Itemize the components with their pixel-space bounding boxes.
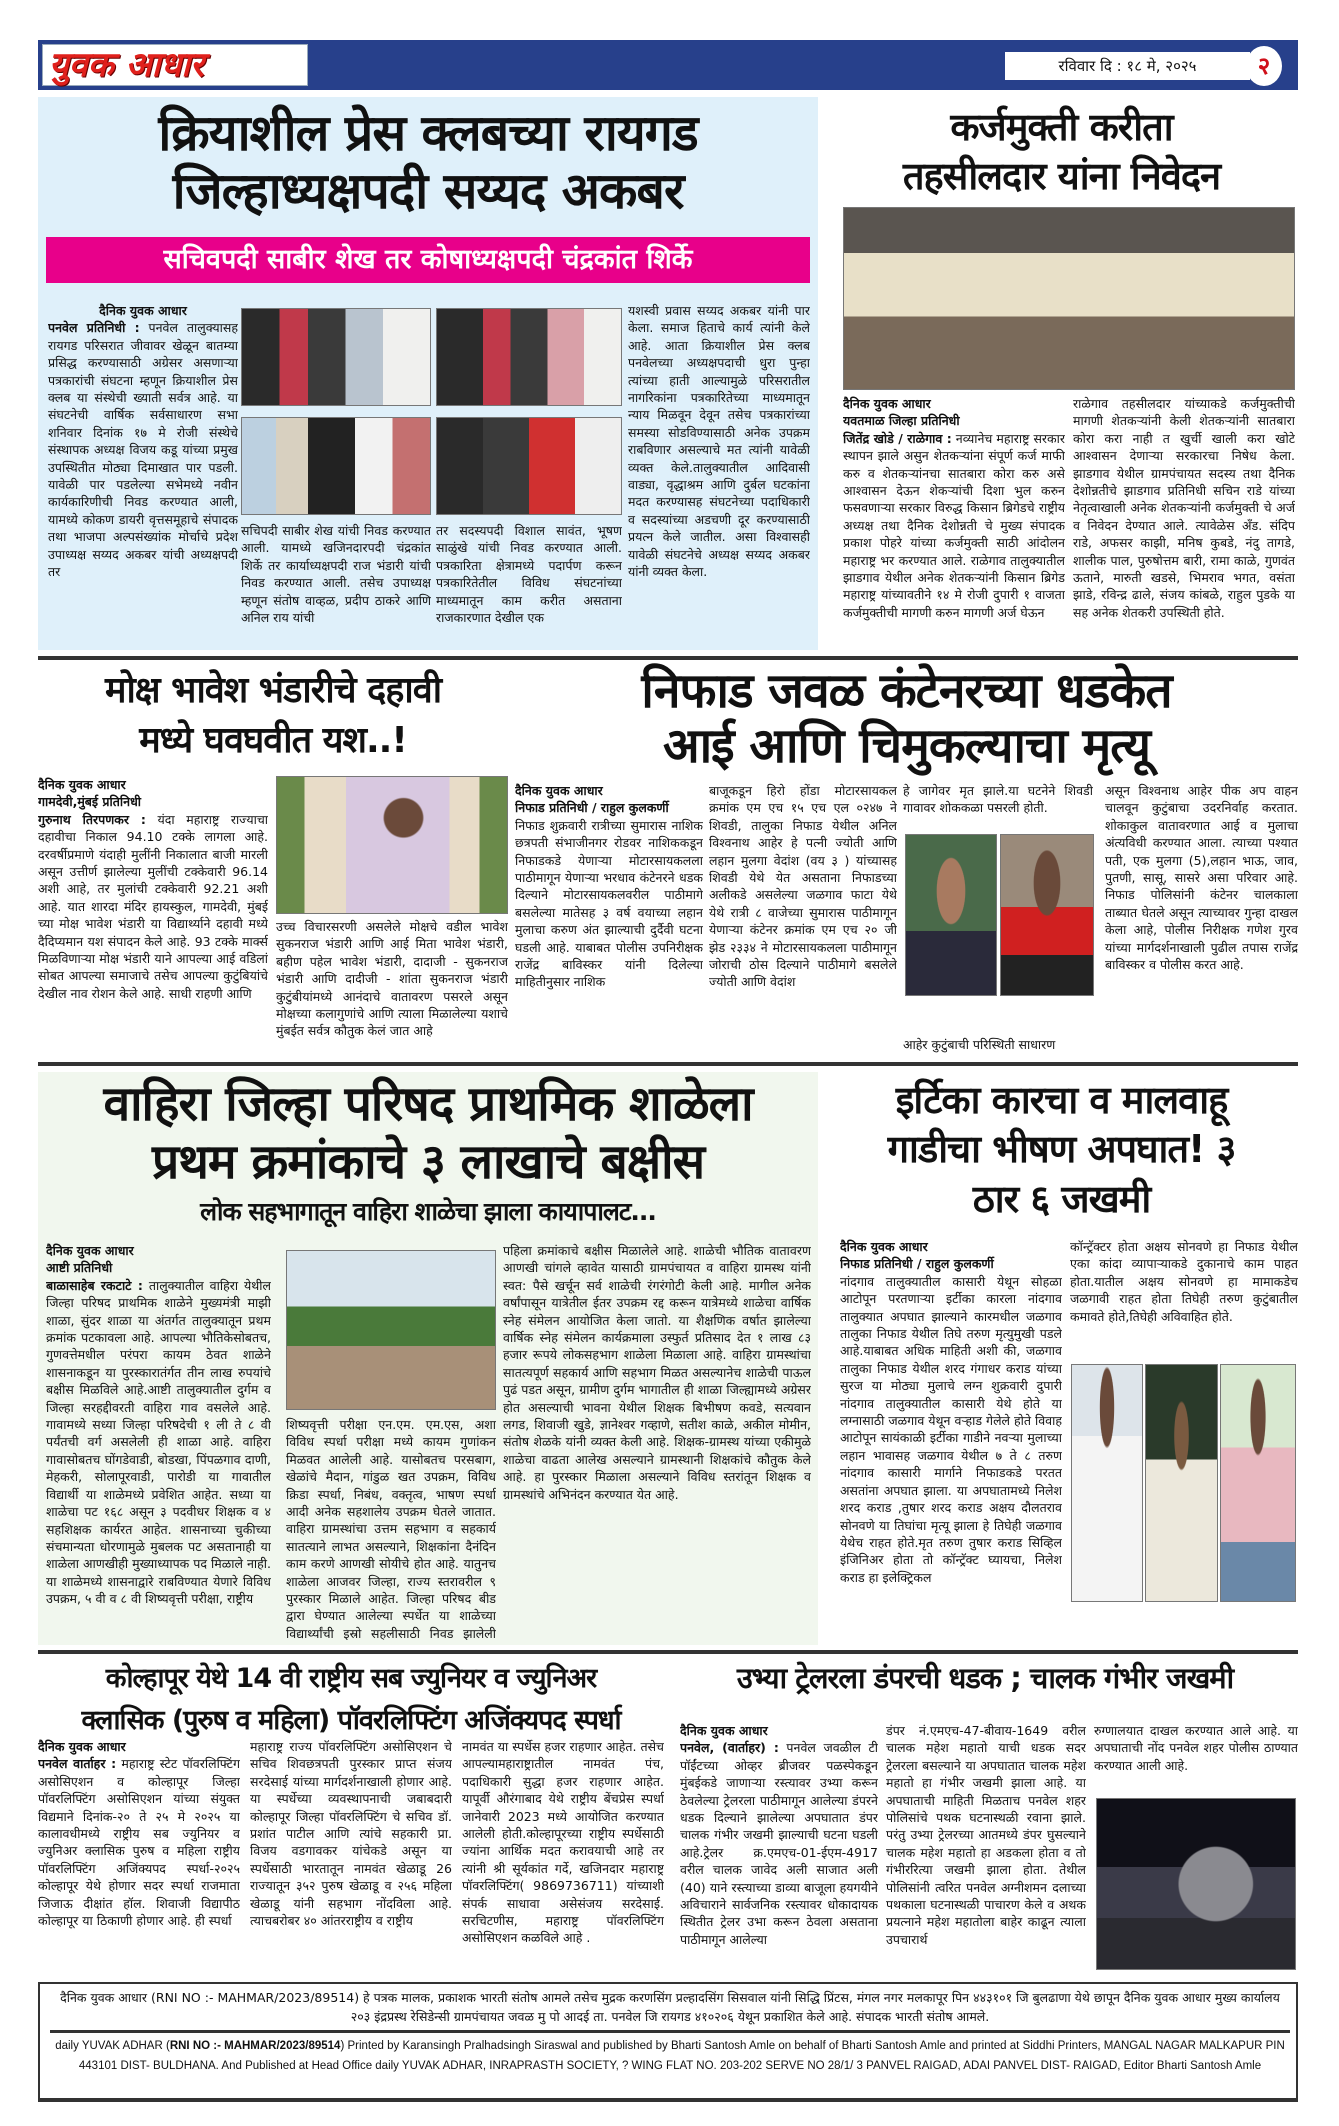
article-column	[46, 1242, 271, 1642]
byline: निफाड प्रतिनिधी / राहुल कुलकर्णी	[840, 1256, 994, 1272]
article-column: आहेर कुटुंबाची परिस्थिती साधारण	[903, 1037, 1056, 1052]
article-column: नामवंत या स्पर्धेस हजर राहणार आहेत. तसेच आपल्यामहाराष्ट्रातील नामवंत पंच, पदाधिकारी सुद्धा हजर राहणार आहेत. यापूर्वी औरंगाबाद येथे राष्ट्रीय बेंचप्रेस स्पर्धा जानेवारी 2023 मध्ये आयोजित करण्यात आलेली होती.कोल्हापूरच्या राष्ट्रीय स्पर्धेसाठी ज्यांना आर्थिक मदत करावयाची आहे तर त्यांनी श्री सूर्यकांत गर्दे, खजिनदार महाराष्ट्र पॉवरलिफ्टिंग( 9869736711) यांच्याशी संपर्क साधावा असेसंजय सरदेसाई. सरचिटणीस, महाराष्ट्र पॉवरलिफ्टिंग असोसिएशन कळविले आहे .	[462, 1739, 664, 1946]
photo-victim	[1071, 1364, 1143, 1602]
headline-line: कर्जमुक्ती करीता	[950, 105, 1173, 149]
headline-line: निफाड जवळ कंटेनरच्या धडकेत	[641, 663, 1172, 719]
headline-line: गाडीचा भीषण अपघात! ३	[887, 1127, 1236, 1172]
article-niphad-container-accident	[515, 664, 1298, 1056]
body-text: नांदगाव तालुक्यातील कासारी येथून सोहळा आटोपून परतणाऱ्या इर्टीका कारला नांदगाव तालुक्यात अपघात झाल्याने कारमधील जळगाव तालुका निफाड येथील तिघे तरुण मृत्युमुखी पडले आहे.याबाबत अधिक माहिती अशी की, जळगाव तालुका निफाड येथील शरद गंगाधर कराड यांच्या सुरज या मोठ्या मुलाचे लग्न शुक्रवारी दुपारी नांदगाव तालुक्यातील कासारी येथे होते या लग्नासाठी जळगाव येथून वऱ्हाड गेलेले होते विवाह आटोपून सायंकाळी इर्टीका गाडीने नवऱ्या मुलाच्या लहान भावासह जळगाव येथील ७ ते ८ तरुण नांदगाव कासारी मार्गाने निफाडकडे परतत असतांना अपघात झाला. या अपघातामध्ये निलेश शरद कराड ,तुषार शरद कराड अक्षय दौलतराव सोनवणे या तिघांचा मृत्यू झाला हे तिघेही जळगाव येथेच राहत होते.मृत तरुण तुषार कराड सिव्हिल इंजिनिअर होता तो कॉन्ट्रॅक्ट घ्यायचा, निलेश कराड हा इलेक्ट्रिकल	[840, 1273, 1062, 1585]
article-column	[38, 776, 268, 1054]
article-column	[38, 1738, 240, 1974]
headline-line: मध्ये घवघवीत यश..!	[139, 720, 407, 762]
article-column: यशस्वी प्रवास सय्यद अकबर यांनी पार केला. समाज हिताचे कार्य त्यांनी केले आहे. आता क्रियाशील प्रेस क्लब पनवेलच्या अध्यक्षपदाची धुरा पुन्हा त्यांच्या हाती आल्यामुळे परिसरातील नागरिकांना पत्रकारितेच्या माध्यमातून न्याय मिळवून देवून तसेच पत्रकारांच्या समस्या सोडविण्यासाठी अनेक उपक्रम राबविणार असल्याचे मत त्यांनी यावेळी व्यक्त केले.तालुक्यातील आदिवासी वाड्या, वृद्धाश्रम आणि दुर्बल घटकांना मदत करण्यासह संघटनेच्या पदाधिकारी व सदस्यांच्या अडचणी दूर करण्यासाठी प्रयत्न केले जातील. असा विश्वासही यावेळी संघटनेचे अध्यक्ष सय्यद अकबर यांनी व्यक्त केला.	[628, 303, 810, 580]
article-column: कॉन्ट्रॅक्टर होता अक्षय सोनवणे हा निफाड येथील एका कांदा व्यापाऱ्याकडे दुकानाचे काम पाहत होता.यातील अक्षय सोनवणे हा मामाकडेच जळगावी राहत होता तिघेही तरुण कुटुंबातील कमावते होते,तिघेही अविवाहित होते.	[1070, 1239, 1298, 1324]
headline-line: जिल्हाध्यक्षपदी सय्यद अकबर	[172, 161, 684, 220]
headline	[38, 1658, 664, 1742]
body-text: निफाड शुक्रवारी रात्रीच्या सुमारास नाशिक छत्रपती संभाजीनगर रोडवर नाशिककडून निफाडकडे येणाऱ्या मोटारसायकलला पाठीमागून येणाऱ्या भरधाव कंटेनरने धडक दिल्याने मोटारसायकलवरील पाठीमागे बसलेल्या मातेसह ३ वर्ष वयाच्या लहान मुलाचा करुण अंत झाल्याची दुर्दैवी घटना घडली आहे. याबाबत पोलीस उपनिरीक्षक राजेंद्र बाविस्कर यांनी दिलेल्या माहितीनुसार नाशिक	[515, 817, 703, 990]
photo-victim	[1220, 1364, 1296, 1602]
article-loan-waiver	[825, 97, 1298, 650]
article-column	[840, 1238, 1062, 1643]
imprint-prefix: daily YUVAK ADHAR (	[55, 2040, 170, 2052]
body-text: पनवेल तालुक्यासह रायगड परिसरात जीवावर खेळून बातम्या प्रसिद्ध करण्यासाठी अग्रेसर असणाऱ्या पत्रकारांची संघटना म्हणून क्रियाशील प्रेस क्लब या संस्थेची ख्याती सर्वत्र आहे. या संघटनेची वार्षिक सर्वसाधारण सभा शनिवार दिनांक १७ मे रोजी संस्थेचे संस्थापक अध्यक्ष विजय कडू यांच्या प्रमुख उपस्थितीत मोठ्या दिमाखात पार पडली. यावेळी पार पडलेल्या सभेमध्ये नवीन कार्यकारिणीची निवड करण्यात आली, यामध्ये कोकण डायरी वृत्तसमूहाचे संपादक तथा भाजपा अल्पसंख्यांक मोर्चाचे प्रदेश उपाध्यक्ष सय्यद अकबर यांची अध्यक्षपदी तर	[48, 320, 238, 580]
body-text: नव्यानेच महाराष्ट्र सरकार स्थापन झाले असुन शेतकऱ्यांना संपूर्ण कर्ज माफी करु व शेतकऱ्यांनचा सातबारा कोरा करु असे आश्वासन देऊन शेकऱ्यांची दिशा भुल करुन फसवणाऱ्या सरकार विरुद्ध किसान ब्रिगेडचे राष्ट्रीय अध्यक्ष तथा दैनिक देशोन्नती चे मुख्य संपादक प्रकाश पोहरे यांच्या कर्जमुक्ती साठी आंदोलन महाराष्ट्र भर करण्यात आले. राळेगाव तालुक्यातील झाडगाव येथील अनेक शेतकऱ्यांनी किसान ब्रिगेड महाराष्ट्र यांच्यावतीने १४ मे रोजी दुपारी १ वाजता कर्जमुक्तीची मागणी करुन मागणी अर्ज घेऊन	[843, 430, 1065, 620]
headline-line: मोक्ष भावेश भंडारीचे दहावी	[104, 670, 442, 711]
byline: यवतमाळ जिल्हा प्रतिनिधी	[843, 413, 960, 429]
body-text: पनवेल जवळील टी पॉईंटच्या ओव्हर ब्रीजवर पळस्पेकडून मुंबईकडे जाणाऱ्या रस्त्यावर उभ्या करून ठेवलेल्या ट्रेलरला पाठीमागून आलेल्या डंपरने धडक दिल्याने झालेल्या अपघातात डंपर चालक गंभीर जखमी झाल्याची घटना घडली आहे.ट्रेलर क्र.एमएच-01-ईएम-4917 वरील चालक जावेद अली साजात अली (40) याने रस्त्याच्या डाव्या बाजूला हयगयीने अविचाराने सार्वजनिक रस्त्यावर धोकादायक स्थितीत ट्रेलर उभा करून ठेवला असताना पाठीमागून आलेल्या	[680, 1740, 878, 1947]
article-column: हे जागेवर मृत झाले.या घटनेने शिवडी गावावर शोककळा पसरली होती.	[903, 783, 1093, 816]
article-column: असून विश्वनाथ आहेर पीक अप वाहन चालवून कुटुंबाचा उदरनिर्वाह करतात. शोकाकुल वातावरणात आई व मुलाचा अंत्यविधी करण्यात आला. त्याच्या पश्यात पती, एक मुलगा (5),लहान भाऊ, जाव, पुतणी, सासू, सासरे असा परिवार आहे. निफाड पोलिसांनी कंटेनर चालकाला ताब्यात घेतले असून त्याच्यावर गुन्हा दाखल केला आहे, पोलीस निरीक्षक गणेश गुरव यांच्या मार्गदर्शनाखाली पुढील तपास राजेंद्र बाविस्कर व पोलीस करत आहे.	[1105, 783, 1298, 973]
photo-accident-scene	[1096, 1798, 1296, 1970]
article-column: महाराष्ट्र राज्य पॉवरलिफ्टिंग असोसिएशन चे सचिव शिवछत्रपती पुरस्कार प्राप्त संजय सरदेसाई यांच्या मार्गदर्शनाखाली होणार आहे. या स्पर्धेच्या व्यवस्थापनाची जबाबदारी कोल्हापूर जिल्हा पॉवरलिफ्टिंग चे सचिव डॉ. प्रशांत पाटील आणि त्यांचे सहकारी प्रा. विजय वडगावकर यांचेकडे असून या स्पर्धेसाठी भारतातून नामवंत खेळाडू 26 राज्यातून ३५२ पुरुष खेळाडू व २५६ महिला खेळाडू यांनी सहभाग नोंदविला आहे. त्याचबरोबर ४० आंतरराष्ट्रीय व राष्ट्रीय	[250, 1739, 452, 1929]
article-column	[515, 782, 703, 1054]
article-column: डंपर नं.एमएच-47-बीवाय-1649 वरील चालक महेश महातो याची धडक सदर ट्रेलरला बसल्याने या अपघातात चालक महेश महातो हा गंभीर जखमी झाला आहे. या अपघाताची माहिती मिळताच पनवेल शहर पोलिसांचे पथक घटनास्थळी रवाना झाले. परंतु उभ्या ट्रेलरच्या आतमध्ये डंपर घुसल्याने चालक महेश महातो हा अडकला होता व तो गंभीररित्या जखमी झाला होता. तेथील पोलिसांनी त्वरित पनवेल अग्नीशमन दलाच्या पथकाला घटनास्थळी पाचारण केले व अथक प्रयत्नाने महेश महातोला बाहेर काढून त्याला उपचारार्थ	[886, 1723, 1086, 1947]
headline-line: तहसीलदार यांना निवेदन	[902, 154, 1221, 199]
headline	[825, 1076, 1298, 1224]
headline	[825, 103, 1298, 202]
section-divider	[38, 656, 1298, 660]
headline-line: इर्टिका कारचा व मालवाहू	[895, 1078, 1228, 1122]
body-text: यंदा महाराष्ट्र राज्याचा दहावीचा निकाल 94.10 टक्के लागला आहे. दरवर्षीप्रमाणे यंदाही मुलींनी निकालात बाजी मारली असून उत्तीर्ण झालेल्या मुलींची टक्केवारी 96.14 अशी आहे, तर मुलांची टक्केवारी 92.21 अशी आहे. यात शारदा मंदिर हायस्कुल, गामदेवी, मुंबई च्या मोक्ष भावेश भंडारी या विद्यार्थ्याने दहावी मध्ये दैदिप्यमान यश संपादन केले आहे. 93 टक्के मार्क्स मिळविणाऱ्या मोक्ष भंडारी याने आपल्या आई वडिलां सोबत आपल्या समाजाचे तसेच आपल्या कुटुंबियांचे देखील नाव रोशन केले आहे. साधी राहणी आणि	[38, 811, 268, 1001]
headline	[515, 664, 1298, 774]
source-label: दैनिक युवक आधार	[46, 1243, 134, 1258]
issue-date: रविवार दि : १८ मे, २०२५	[1005, 52, 1250, 80]
source-label: दैनिक युवक आधार	[38, 777, 126, 792]
article-powerlifting	[38, 1658, 664, 1976]
source-label: दैनिक युवक आधार	[38, 1739, 126, 1754]
headline	[38, 666, 508, 767]
photo-felicitation	[241, 308, 431, 406]
rni-number: RNI NO :- MAHMAR/2023/89514	[169, 2040, 341, 2052]
photo-school-gate	[286, 1250, 496, 1410]
subhead-band: सचिवपदी साबीर शेख तर कोषाध्यक्षपदी चंद्रकांत शिर्के	[46, 237, 810, 283]
headline-line: ठार ६ जखमी	[972, 1176, 1151, 1221]
byline: जितेंद्र खोडे / राळेगाव :	[843, 430, 952, 446]
article-column: तर सदस्यपदी विशाल सावंत, भूषण साळुंखे यांची निवड करण्यात आली. पत्रकारिता क्षेत्रामध्ये पदार्पण करून पत्रकारितेतील विविध संघटनांच्या माध्यमातून काम करीत असताना राजकारणात देखील एक	[436, 523, 622, 626]
imprint-divider	[50, 2030, 1290, 2033]
body-text: महाराष्ट्र स्टेट पॉवरलिफ्टिंग असोसिएशन व कोल्हापूर जिल्हा पॉवरलिफ्टिंग असोसिएशन यांच्या संयुक्त विद्यमाने दिनांक-२० ते २५ मे २०२५ या कालावधीमध्ये राष्ट्रीय सब ज्युनियर व ज्युनिअर क्लासिक पुरुष व महिला राष्ट्रीय पॉवरलिफ्टिंग अजिंक्यपद स्पर्धा-२०२५ कोल्हापूर येथे होणार सदर स्पर्धा राजमाता जिजाऊ दीक्षांत हॉल. शिवाजी विद्यापीठ कोल्हापूर या ठिकाणी होणार आहे. ही स्पर्धा	[38, 1756, 240, 1929]
article-column: शिष्यवृत्ती परीक्षा एन.एम. एम.एस, अशा विविध स्पर्धा परीक्षा मध्ये कायम गुणांकन मिळवत आलेली आहे. यासोबतच परसबाग, खेळांचे मैदान, गांडुळ खत उपक्रम, विविध क्रिडा स्पर्धा, निबंध, वक्तृत्व, भाषण स्पर्धा आदी अनेक सहशालेय उपक्रम घेतले जातात. वाहिरा ग्रामस्थांचा उत्तम सहभाग व सहकार्य सातत्याने लाभत असल्याने, शिक्षकांना दैनंदिन काम करणे आणखी सोयीचे होत आहे. यातुनच शाळेला आजवर जिल्हा, राज्य स्तरावरील ९ पुरस्कार मिळाले आहेत. जिल्हा परिषद बीड द्वारा घेण्यात आलेल्या स्पर्धेत या शाळेच्या विद्यार्थ्यांची इस्रो सहलीसाठी निवड झालेली	[286, 1417, 496, 1641]
photo-child	[1000, 834, 1094, 996]
article-column: सचिपदी साबीर शेख यांची निवड करण्यात आली. यामध्ये खजिनदारपदी चंद्रकांत शिर्के तर कार्याध्यक्षपदी राज भंडारी यांची निवड करण्यात आली. तसेच उपाध्यक्ष म्हणून संतोष वाव्हळ, प्रदीप ठाकरे आणि अनिल राय यांची	[241, 523, 431, 626]
photo-mother	[905, 834, 997, 996]
newspaper-logo: युवक आधार	[42, 44, 308, 86]
imprint-box	[38, 1982, 1298, 2102]
article-column: पहिला क्रमांकाचे बक्षीस मिळालेले आहे. शाळेची भौतिक वातावरण आणखी चांगले व्हावेत यासाठी ग्रामपंचायत व वाहिरा ग्रामस्थ यांनी स्वत: पैसे खर्चून सर्व शाळेची रंगरंगोटी केली आहे. मागील अनेक वर्षांपासून यात्रेतील ईतर उपक्रम रद्द करून यात्रेमध्ये शाळेचा वार्षिक स्नेह संमेलन आयोजित केला जातो. या शैक्षणिक वर्षात झालेल्या वार्षिक स्नेह संमेलन कार्यक्रमाला उस्फुर्त प्रतिसाद देत १ लाख ८३ हजार रूपये लोकसहभाग शाळेला मिळाला आहे. वाहिरा ग्रामस्थांचा सातत्यपूर्ण सहकार्य आणि सहभाग मिळत असल्यानेच शाळेची पाऊल पुढं पडत असून, ग्रामीण दुर्गम भागातील ही शाळा जिल्ह्यामध्ये अग्रेसर होत असल्याची भावना येथील शिक्षक बिभीषण कवडे, सत्यवान लगड, शिवाजी खुडे, ज्ञानेश्वर गव्हाणे, सतीश काळे, अकील मोमीन, संतोष शेळके यांनी व्यक्त केली आहे. शिक्षक-ग्रामस्थ यांच्या एकीमुळे शाळेचा वाढता आलेख असल्याने ग्रामस्थानी शिक्षकांचे कौतुक केले आहे. हा पुरस्कार मिळाला असल्याने विविध स्तरांतून शिक्षक व ग्रामस्थांचे अभिनंदन करण्यात येत आहे.	[503, 1243, 811, 1502]
article-column: उच्च विचारसरणी असलेले मोक्षचे वडील भावेश सुकनराज भंडारी आणि आई मिता भावेश भंडारी, बहीण पहेल भावेश भंडारी, दादाजी - सुकनराज भंडारी आणि दादीजी - शांता सुकनराज भंडारी कुटुंबीयांमध्ये आनंदाचे वातावरण पसरले असून मोक्षच्या कलागुणांचे आणि त्याला मिळालेल्या यशाचे मुंबईत सर्वत्र कौतुक केलं जात आहे	[276, 919, 508, 1039]
source-label: दैनिक युवक आधार	[680, 1723, 768, 1738]
byline: पनवेल वार्ताहर :	[38, 1756, 117, 1772]
headline	[38, 1076, 818, 1191]
photo-felicitation	[241, 417, 431, 515]
byline: गामदेवी,मुंबई प्रतिनिधी	[38, 794, 142, 810]
source-label: दैनिक युवक आधार	[515, 783, 603, 798]
subheadline: लोक सहभागातून वाहिरा शाळेचा झाला कायापालट...	[200, 1197, 656, 1226]
photo-farmers-group	[843, 207, 1295, 390]
article-column: राळेगाव तहसीलदार यांच्याकडे कर्जमुक्तीची मागणी शेतकऱ्यांनी केली शेतकऱ्यांनी सातबारा कोरा करा नाही त खुर्ची खाली करा खोटे आश्वासन देणाऱ्या सरकारचा निषेध केला. झाडगाव येथील ग्रामपंचायत सदस्य तथा दैनिक देशोन्नतीचे झाडगाव प्रतिनिधी सचिन राडे यांच्या नेतृत्वाखाली अनेक शेतकऱ्यांनी कर्जमुक्ती चे अर्ज व निवेदन देण्यात आले. त्यावेळेस अँड. संदिप राडे, अफसर काझी, मनिष कुबडे, नंदु तागडे, शालीक पाल, पुरुषोत्तम बारी, रामा काळे, गुणवंत ऊताने, मारुती खडसे, भिमराव भगत, वसंता झाडे, रविन्द्र ढाले, संजय कांबळे, राहुल पुडके या सह अनेक शेतकरी उपस्थिती होते.	[1073, 396, 1295, 620]
byline: पनवेल, (वार्ताहर) :	[680, 1740, 779, 1756]
section-divider	[38, 1650, 1298, 1654]
byline: निफाड प्रतिनिधी / राहुल कुलकर्णी	[515, 800, 669, 816]
byline: गुरुनाथ तिरपणकर :	[38, 811, 146, 827]
headline-line: कोल्हापूर येथे 14 वी राष्ट्रीय सब ज्युनियर व ज्युनिअर	[105, 1663, 597, 1694]
imprint-english	[50, 2036, 1290, 2076]
article-column: बाजूकडून हिरो होंडा मोटारसायकल क्रमांक एम एच १५ एच एल ०२४७ ने शिवडी, तालुका निफाड येथील अनिल विश्वनाथ आहेर हे पत्नी ज्योती आणि लहान मुलगा वेदांश (वय ३ ) यांच्यासह शिवडी येथे येत असताना निफाडच्या अलीकडे असलेल्या जळगाव फाटा येथे येथे रात्री ८ वाजेच्या सुमारास पाठीमागून येणाऱ्या कंटेनर क्रमांक एम एच २० जी झेड २३३४ ने मोटारसायकलला पाठीमागून जोराची ठोस दिल्याने पाठीमागे बसलेले ज्योती आणि वेदांश	[709, 783, 897, 990]
photo-student	[276, 776, 508, 914]
masthead	[38, 40, 1298, 90]
article-column	[48, 302, 238, 642]
headline: उभ्या ट्रेलरला डंपरची धडक ; चालक गंभीर जखमी	[736, 1661, 1234, 1695]
article-vahira-school	[38, 1072, 818, 1645]
headline-line: क्रियाशील प्रेस क्लबच्या रायगड	[158, 104, 698, 162]
section-divider	[38, 1062, 1298, 1066]
article-ertiga-accident	[825, 1072, 1298, 1645]
photo-felicitation	[436, 417, 622, 515]
body-text: तालुक्यातील वाहिरा येथील जिल्हा परिषद प्राथमिक शाळेने मुख्यमंत्री माझी शाळा, सुंदर शाळा या अंतर्गत तालुक्यातून प्रथम क्रमांक पटकावला आहे. आपल्या भौतिकेसोबतच, गुणवत्तेमधील परंपरा कायम ठेवत शाळेने शासनाकडून या पुरस्कारातंर्गत तीन लाख रुपयांचे बक्षीस मिळविले आहे.आष्टी तालुक्यातील दुर्गम व जिल्हा सरहद्दीवरती वाहिरा गाव वसलेले आहे. गावामध्ये सध्या जिल्हा परिषदेची १ ली ते ८ वी पर्यंतची वर्ग असलेली ही शाळा आहे. वाहिरा गावासोबतच घोंगडेवाडी, बोडखा, पिंपळगाव दाणी, मेहकरी, सोलापूरवाडी, पारोडी या गावातील विद्यार्थी या शाळेमध्ये प्रवेशित आहेत. सध्या या शाळेचा पट १६८ असून ३ पदवीधर शिक्षक व ४ सहशिक्षक कार्यरत आहेत. शासनाच्या चुकीच्या संचमान्यता धोरणामुळे मुबलक पट असतानाही या शाळेला आणखीही मुख्याध्यापक पद मिळाले नाही. या शाळेमध्ये शासनाद्वारे राबविण्यात येणारे विविध उपक्रम, ५ वी व ८ वी शिष्यवृत्ती परीक्षा, राष्ट्रीय	[46, 1277, 271, 1607]
article-column	[843, 395, 1065, 647]
article-dumper-trailer-accident	[672, 1658, 1298, 1976]
article-column	[680, 1722, 878, 1974]
headline-line: प्रथम क्रमांकाचे ३ लाखाचे बक्षीस	[151, 1133, 705, 1190]
byline: पनवेल प्रतिनिधी :	[48, 320, 140, 336]
headline-line: आई आणि चिमुकल्याचा मृत्यू	[662, 718, 1150, 775]
headline	[38, 105, 818, 220]
byline: आष्टी प्रतिनिधी	[46, 1260, 113, 1276]
byline: बाळासाहेब रकटाटे :	[46, 1277, 143, 1293]
headline-line: क्लासिक (पुरुष व महिला) पॉवरलिफ्टिंग अजिंक्यपद स्पर्धा	[81, 1704, 621, 1736]
source-label: दैनिक युवक आधार	[99, 303, 187, 318]
photo-felicitation	[436, 308, 622, 406]
photo-victim	[1145, 1364, 1218, 1602]
article-column: रुग्णालयात दाखल करण्यात आले आहे. या अपघाताची नोंद पनवेल शहर पोलीस ठाण्यात करण्यात आली आहे.	[1094, 1723, 1298, 1773]
headline-line: वाहिरा जिल्हा परिषद प्राथमिक शाळेला	[103, 1076, 753, 1132]
imprint-marathi: दैनिक युवक आधार (RNI NO :- MAHMAR/2023/89514) हे पत्रक मालक, प्रकाशक भारती संतोष आमले तसेच मुद्रक करणसिंग प्रल्हादसिंग सिसवाल यांनी सिद्धि प्रिंटस, मंगल नगर मलकापूर पिन ४४३१०१ जि बुलढाणा येथे छापून दैनिक युवक आधार मुख्य कार्यालय २०३ इंद्रप्रस्थ रेसिडेन्सी ग्रामपंचायत जवळ मु पो आदई ता. पनवेल जि रायगड ४१०२०६ येथून प्रकाशित केले आहे. संपादक भारती संतोष आमले.	[60, 1990, 1280, 2024]
source-label: दैनिक युवक आधार	[840, 1239, 928, 1254]
article-press-club	[38, 97, 818, 650]
source-label: दैनिक युवक आधार	[843, 396, 931, 411]
article-moksh-result	[38, 664, 508, 1056]
imprint-text: ) Printed by Karansingh Pralhadsingh Siraswal and published by Bharti Santosh Amle on behalf of Bharti Santosh Amle and printed at Siddhi Printers, MANGAL NAGAR MALKAPUR PIN 443101 DIST- BULDHANA. And Published at Head Office daily YUVAK ADHAR, INRAPRASTH SOCIETY, ? WING FLAT NO. 203-202 SERVE NO 28/1/ 3 PANVEL RAIGAD, ADAI PANVEL DIST- RAIGAD, Editor Bharti Santosh Amle	[78, 2040, 1285, 2072]
page-number: २	[1246, 46, 1282, 86]
